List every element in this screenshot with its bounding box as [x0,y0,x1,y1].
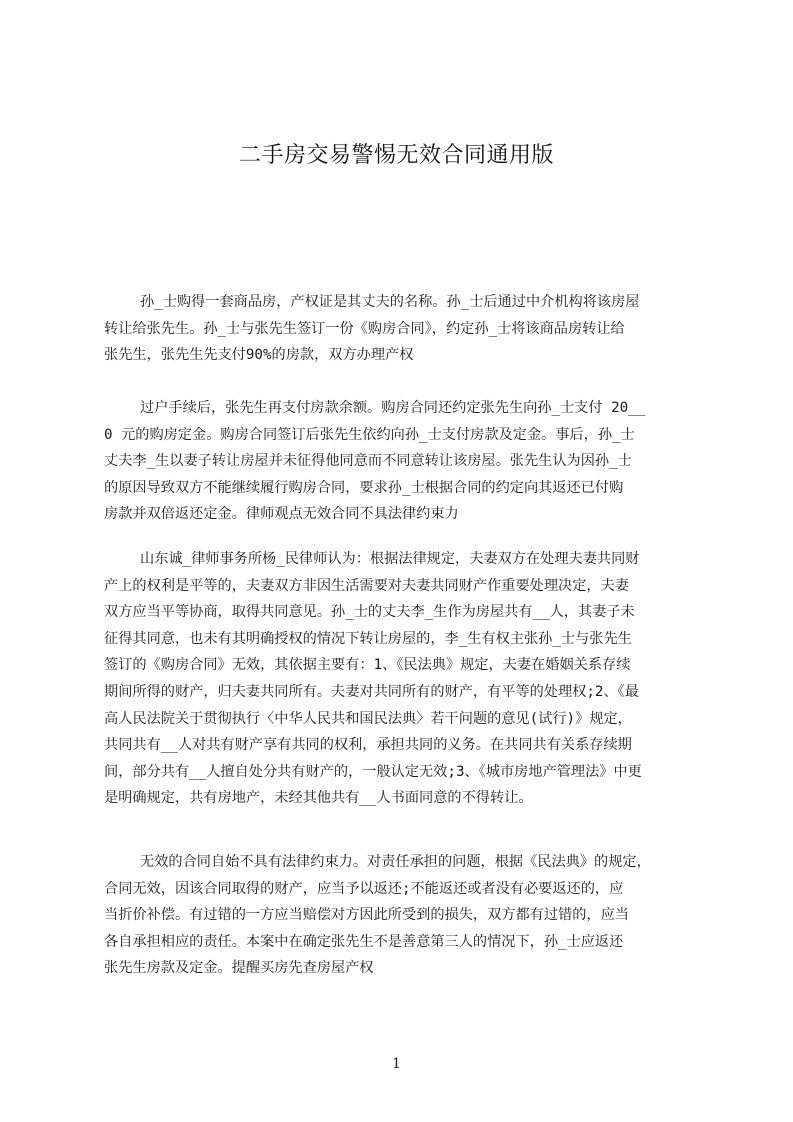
paragraph-line: 各自承担相应的责任。本案中在确定张先生不是善意第三人的情况下，孙_士应返还 [104,933,624,950]
paragraph-line: 的原因导致双方不能继续履行购房合同，要求孙_士根据合同的约定向其返还已付购 [104,479,624,496]
paragraph-line: 0 元的购房定金。购房合同签订后张先生依约向孙_士支付房款及定金。事后，孙_士 [104,426,635,443]
paragraph-line: 高人民法院关于贯彻执行〈中华人民共和国民法典〉若干问题的意见(试行)》规定， [104,710,632,727]
paragraph-line: 共同共有__人对共有财产享有共同的权利，承担共同的义务。在共同共有关系存续期 [104,737,632,754]
paragraph-line: 当折价补偿。有过错的一方应当赔偿对方因此所受到的损失，双方都有过错的，应当 [104,907,629,924]
paragraph-line: 期间所得的财产，归夫妻共同所有。夫妻对共同所有的财产，有平等的处理权;2、《最 [104,684,639,700]
page-number: 1 [392,1056,401,1072]
paragraph-line: 孙_士购得一套商品房，产权证是其丈夫的名称。孙_士后通过中介机构将该房屋 [140,294,640,310]
paragraph-line: 征得其同意，也未有其明确授权的情况下转让房屋的，李_生有权主张孙_士与张先生 [104,630,632,647]
paragraph-line: 丈夫李_生以妻子转让房屋并未征得他同意而不同意转让该房屋。张先生认为因孙_士 [104,453,632,470]
paragraph-line: 合同无效，因该合同取得的财产，应当予以返还;不能返还或者没有必要返还的，应 [104,880,624,897]
paragraph-line: 间，部分共有__人擅自处分共有财产的，一般认定无效;3、《城市房地产管理法》中更 [104,763,642,780]
paragraph-line: 张先生，张先生先支付90%的房款，双方办理产权 [104,347,414,364]
paragraph-line: 无效的合同自始不具有法律约束力。对责任承担的问题，根据《民法典》的规定， [140,854,651,870]
paragraph-line: 双方应当平等协商，取得共同意见。孙_士的丈夫李_生作为房屋共有__人，其妻子未 [104,604,635,621]
paragraph-line: 是明确规定，共有房地产，未经其他共有__人书面同意的不得转让。 [104,790,533,807]
page-title: 二手房交易警惕无效合同通用版 [238,143,554,168]
paragraph-line: 转让给张先生。孙_士与张先生签订一份《购房合同》，约定孙_士将该商品房转让给 [104,320,625,337]
paragraph-line: 山东诚_律师事务所杨_民律师认为：根据法律规定，夫妻双方在处理夫妻共同财 [140,551,640,567]
paragraph-line: 产上的权利是平等的，夫妻双方非因生活需要对夫妻共同财产作重要处理决定，夫妻 [104,577,629,594]
paragraph-line: 房款并双倍返还定金。律师观点无效合同不具法律约束力 [104,506,459,523]
paragraph-line: 签订的《购房合同》无效，其依据主要有：1、《民法典》规定，夫妻在婚姻关系存续 [104,657,631,674]
paragraph-line: 过户手续后，张先生再支付房款余额。购房合同还约定张先生向孙_士支付 20__ [140,400,646,416]
paragraph-line: 张先生房款及定金。提醒买房先查房屋产权 [104,960,374,977]
